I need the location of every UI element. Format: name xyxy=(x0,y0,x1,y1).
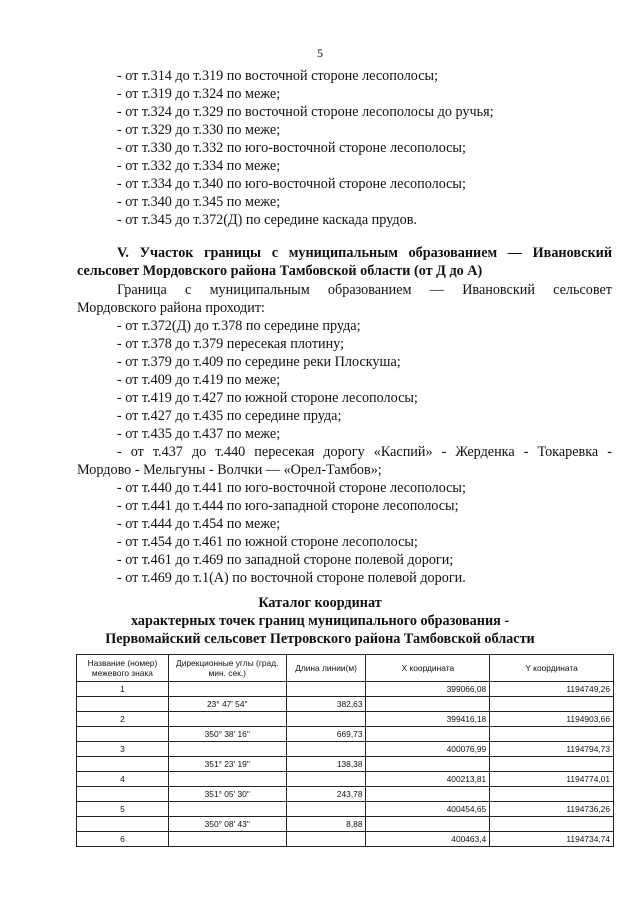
cell-point-name: 3 xyxy=(77,742,169,757)
table-row-point xyxy=(77,832,614,847)
catalog-title-line-1: Каталог координат xyxy=(258,595,382,611)
cell-length: 669,73 xyxy=(286,727,366,742)
page-number: 5 xyxy=(317,46,323,60)
table-row-segment xyxy=(77,787,614,802)
list-item: - от т.324 до т.329 по восточной стороне лесополосы до ручья; xyxy=(117,104,494,120)
list-item: - от т.444 до т.454 по меже; xyxy=(117,516,281,532)
section-heading-line-1: V. Участок границы с муниципальным образованием — Ивановский xyxy=(117,245,612,261)
list-item: - от т.314 до т.319 по восточной стороне лесополосы; xyxy=(117,68,439,84)
cell-angle: 23° 47' 54" xyxy=(168,697,286,712)
table-row-segment xyxy=(77,727,614,742)
cell-x: 400076,99 xyxy=(366,742,490,757)
list-item: - от т.379 до т.409 по середине реки Плоскуша; xyxy=(117,354,401,370)
cell-x: 400213,81 xyxy=(366,772,490,787)
list-item: - от т.372(Д) до т.378 по середине пруда; xyxy=(117,318,361,334)
list-item-long-line-2: Мордово - Мельгуны - Волчки — «Орел-Тамбов»; xyxy=(77,462,382,478)
cell-point-name: 4 xyxy=(77,772,169,787)
header-name: Название (номер) межевого знака xyxy=(77,655,169,682)
catalog-title-line-3: Первомайский сельсовет Петровского района Тамбовской области xyxy=(105,631,535,647)
table-row-point xyxy=(77,802,614,817)
table-row-segment xyxy=(77,757,614,772)
list-item: - от т.419 до т.427 по южной стороне лесополосы; xyxy=(117,390,418,406)
table-row-point xyxy=(77,712,614,727)
cell-y: 1194903,66 xyxy=(490,712,614,727)
list-item: - от т.427 до т.435 по середине пруда; xyxy=(117,408,342,424)
cell-x: 400463,4 xyxy=(366,832,490,847)
cell-y: 1194774,01 xyxy=(490,772,614,787)
list-item: - от т.454 до т.461 по южной стороне лесополосы; xyxy=(117,534,418,550)
list-item: - от т.329 до т.330 по меже; xyxy=(117,122,281,138)
cell-angle: 351° 05' 30" xyxy=(168,787,286,802)
list-item: - от т.469 до т.1(А) по восточной стороне полевой дороги. xyxy=(117,570,466,586)
list-item: - от т.435 до т.437 по меже; xyxy=(117,426,281,442)
header-length: Длина линии(м) xyxy=(286,655,366,682)
table-row-point xyxy=(77,682,614,697)
cell-x: 399066,08 xyxy=(366,682,490,697)
cell-length: 382,63 xyxy=(286,697,366,712)
table-row-segment xyxy=(77,697,614,712)
cell-angle: 351° 23' 19" xyxy=(168,757,286,772)
list-item-long-line-1: - от т.437 до т.440 пересекая дорогу «Каспий» - Жерденка - Токаревка - xyxy=(117,444,612,460)
cell-point-name: 6 xyxy=(77,832,169,847)
list-item: - от т.461 до т.469 по западной стороне полевой дороги; xyxy=(117,552,454,568)
cell-y: 1194736,26 xyxy=(490,802,614,817)
header-y: Y координата xyxy=(490,655,614,682)
list-item: - от т.332 до т.334 по меже; xyxy=(117,158,281,174)
cell-length: 8,88 xyxy=(286,817,366,832)
list-item: - от т.378 до т.379 пересекая плотину; xyxy=(117,336,345,352)
table-header-row xyxy=(77,655,614,682)
cell-y: 1194749,26 xyxy=(490,682,614,697)
cell-length: 243,78 xyxy=(286,787,366,802)
list-item: - от т.330 до т.332 по юго-восточной стороне лесополосы; xyxy=(117,140,466,156)
table-row-point xyxy=(77,742,614,757)
section-heading-line-2: сельсовет Мордовского района Тамбовской области (от Д до А) xyxy=(77,263,483,279)
cell-point-name: 5 xyxy=(77,802,169,817)
coordinates-table xyxy=(76,654,614,847)
cell-x: 399416,18 xyxy=(366,712,490,727)
cell-y: 1194734,74 xyxy=(490,832,614,847)
cell-point-name: 1 xyxy=(77,682,169,697)
catalog-title-line-2: характерных точек границ муниципального образования - xyxy=(130,613,510,629)
list-item: - от т.409 до т.419 по меже; xyxy=(117,372,281,388)
header-x: X координата xyxy=(366,655,490,682)
section-intro-line-1: Граница с муниципальным образованием — Ивановский сельсовет xyxy=(117,282,612,298)
table-row-segment xyxy=(77,817,614,832)
cell-angle: 350° 38' 16" xyxy=(168,727,286,742)
section-intro-line-2: Мордовского района проходит: xyxy=(77,300,265,316)
list-item: - от т.440 до т.441 по юго-восточной стороне лесополосы; xyxy=(117,480,466,496)
list-item: - от т.340 до т.345 по меже; xyxy=(117,194,281,210)
cell-angle: 350° 08' 43" xyxy=(168,817,286,832)
cell-y: 1194794,73 xyxy=(490,742,614,757)
cell-x: 400454,65 xyxy=(366,802,490,817)
header-angles: Дирекционные углы (град. мин. сек.) xyxy=(168,655,286,682)
list-item: - от т.441 до т.444 по юго-западной стороне лесополосы; xyxy=(117,498,459,514)
list-item: - от т.334 до т.340 по юго-восточной стороне лесополосы; xyxy=(117,176,466,192)
list-item: - от т.345 до т.372(Д) по середине каскада прудов. xyxy=(117,212,417,228)
cell-point-name: 2 xyxy=(77,712,169,727)
cell-length: 138,38 xyxy=(286,757,366,772)
list-item: - от т.319 до т.324 по меже; xyxy=(117,86,281,102)
table-row-point xyxy=(77,772,614,787)
